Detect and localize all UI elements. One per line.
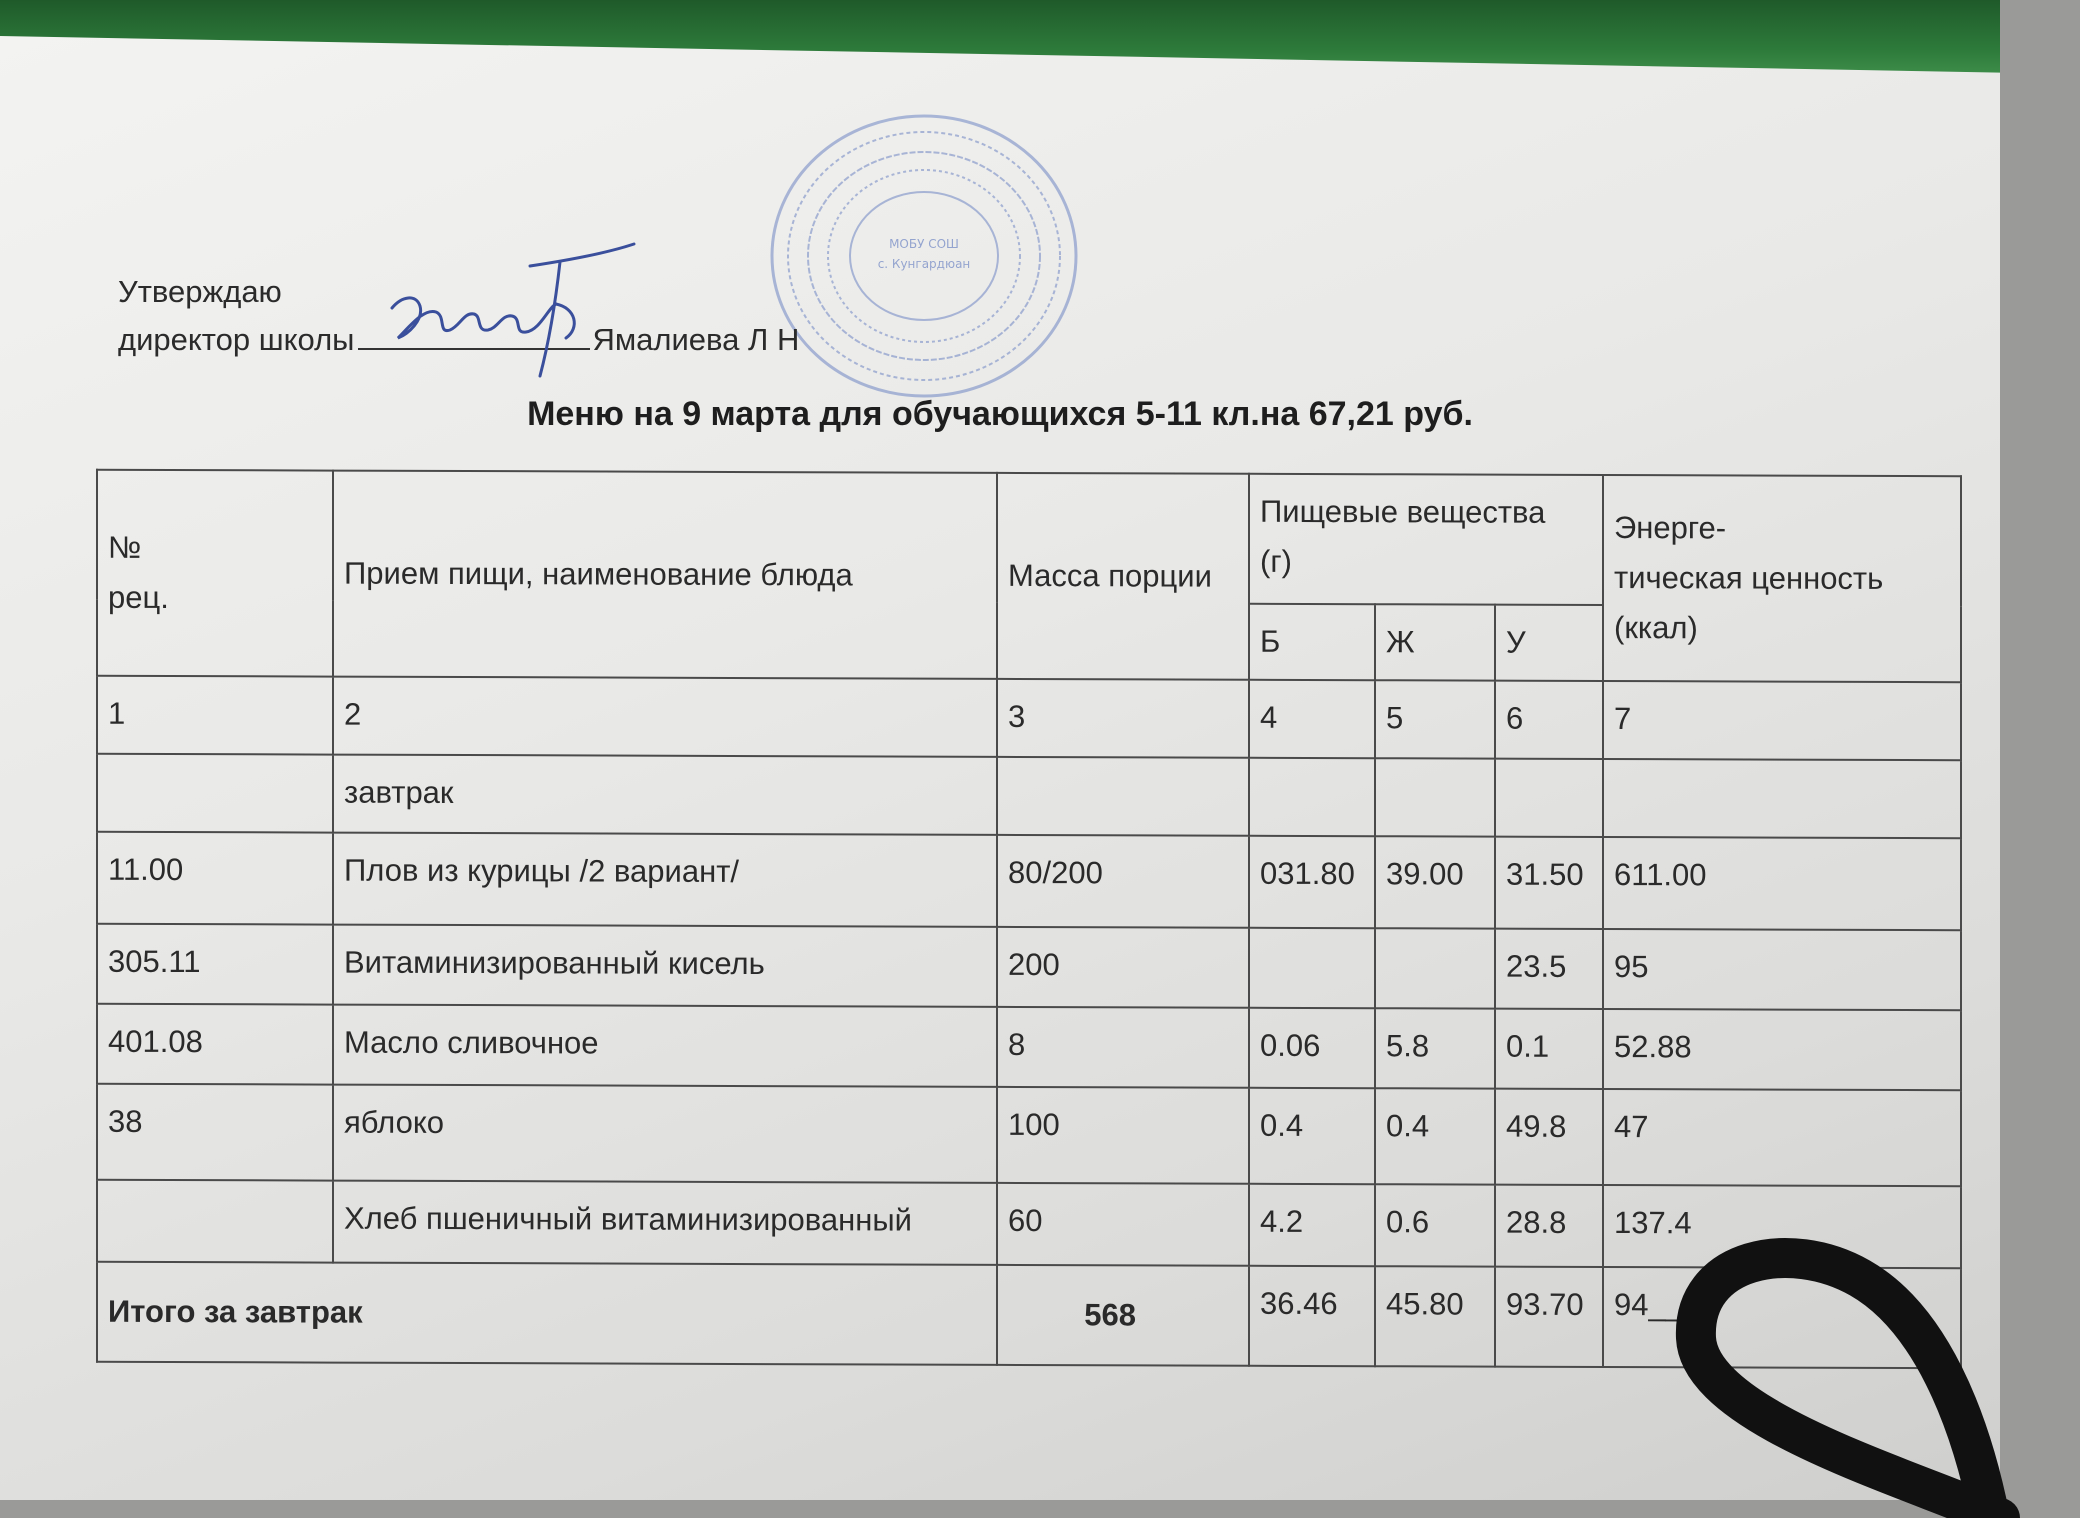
header-energy — [1603, 475, 1961, 682]
header-energy-line2: тическая ценность — [1614, 560, 1884, 596]
column-number: 7 — [1603, 681, 1961, 760]
portion-mass: 80/200 — [997, 834, 1249, 927]
header-portion-mass: Масса порции — [997, 473, 1249, 679]
section-row — [97, 753, 1961, 838]
table-cell — [1375, 758, 1495, 836]
total-label-cell — [97, 1261, 1136, 1364]
stamp-center-line2: с. Кунгардюан — [877, 257, 971, 271]
table-row — [97, 1083, 1961, 1186]
table-cell — [97, 753, 333, 832]
header-proteins: Б — [1249, 604, 1375, 680]
header-num — [97, 470, 333, 676]
dish-name: яблоко — [333, 1084, 997, 1182]
carbs-value: 28.8 — [1495, 1184, 1603, 1266]
header-carbs: У — [1495, 605, 1603, 681]
header-nutrients-line1: Пищевые вещества — [1260, 493, 1546, 530]
stamp-center-line1: МОБУ СОШ — [889, 237, 959, 251]
handwritten-signature — [380, 238, 640, 388]
portion-mass: 8 — [997, 1006, 1249, 1087]
table-cell — [1249, 757, 1375, 835]
header-num-line2: рец. — [108, 579, 169, 615]
page-title: Меню на 9 марта для обучающихся 5-11 кл.на 67,21 руб. — [527, 395, 1473, 433]
recipe-number — [97, 1179, 333, 1262]
column-number: 1 — [97, 675, 333, 754]
total-fats: 45.80 — [1375, 1266, 1495, 1366]
proteins-value — [1249, 927, 1375, 1007]
table-row — [97, 923, 1961, 1010]
carbs-value: 49.8 — [1495, 1088, 1603, 1184]
column-number: 2 — [333, 676, 997, 756]
carbs-value: 0.1 — [1495, 1008, 1603, 1088]
recipe-number: 305.11 — [97, 923, 333, 1004]
dish-name: Масло сливочное — [333, 1004, 997, 1086]
table-row — [97, 1003, 1961, 1090]
signature-text: Ямал — [440, 328, 443, 329]
total-proteins: 36.46 — [1249, 1265, 1375, 1365]
total-carbs: 93.70 — [1495, 1266, 1603, 1366]
carbs-value: 23.5 — [1495, 928, 1603, 1008]
proteins-value: 0.4 — [1249, 1087, 1375, 1183]
total-mass: 568 — [1084, 1296, 1136, 1333]
fats-value: 0.4 — [1375, 1088, 1495, 1184]
dish-name: Витаминизированный кисель — [333, 924, 997, 1006]
black-cord — [1660, 1218, 2080, 1518]
table-cell — [1495, 758, 1603, 836]
table-cell — [997, 756, 1249, 835]
energy-value: 95 — [1603, 929, 1961, 1010]
recipe-number: 11.00 — [97, 831, 333, 924]
total-energy: 94__28 — [1603, 1267, 1961, 1368]
recipe-number: 38 — [97, 1083, 333, 1180]
header-nutrients-line2: (г) — [1260, 543, 1292, 579]
portion-mass: 60 — [997, 1182, 1249, 1265]
energy-value: 47 — [1603, 1089, 1961, 1186]
column-number: 4 — [1249, 679, 1375, 757]
column-number: 5 — [1375, 680, 1495, 758]
table-row — [97, 831, 1961, 930]
header-nutrients — [1249, 474, 1603, 605]
carbs-value: 31.50 — [1495, 836, 1603, 928]
column-number: 3 — [997, 678, 1249, 757]
fats-value — [1375, 928, 1495, 1008]
recipe-number: 401.08 — [97, 1003, 333, 1084]
fats-value: 39.00 — [1375, 836, 1495, 928]
column-number: 6 — [1495, 680, 1603, 758]
director-label: директор школы — [118, 322, 355, 357]
total-label: Итого за завтрак — [108, 1293, 363, 1330]
table-header-row — [97, 470, 1961, 607]
header-num-line1: № — [108, 529, 142, 566]
energy-value: 137.4 — [1603, 1185, 1961, 1268]
proteins-value: 031.80 — [1249, 835, 1375, 927]
header-dish-name: Прием пищи, наименование блюда — [333, 471, 997, 679]
fats-value: 5.8 — [1375, 1008, 1495, 1088]
energy-value: 611.00 — [1603, 837, 1961, 930]
official-stamp — [764, 106, 1084, 406]
header-energy-line1: Энерге- — [1614, 510, 1727, 546]
portion-mass: 200 — [997, 926, 1249, 1007]
proteins-value: 4.2 — [1249, 1183, 1375, 1265]
director-name: Ямалиева Л Н — [592, 322, 800, 357]
section-label: завтрак — [333, 754, 997, 834]
dish-name: Плов из курицы /2 вариант/ — [333, 832, 997, 926]
dish-name: Хлеб пшеничный витаминизированный — [333, 1180, 997, 1264]
header-energy-line3: (ккал) — [1614, 609, 1698, 645]
table-cell — [1603, 759, 1961, 838]
fats-value: 0.6 — [1375, 1184, 1495, 1266]
proteins-value: 0.06 — [1249, 1007, 1375, 1087]
approve-label: Утверждаю — [118, 274, 282, 309]
column-number-row — [97, 675, 1961, 760]
portion-mass: 100 — [997, 1086, 1249, 1183]
header-fats: Ж — [1375, 604, 1495, 680]
energy-value: 52.88 — [1603, 1009, 1961, 1090]
